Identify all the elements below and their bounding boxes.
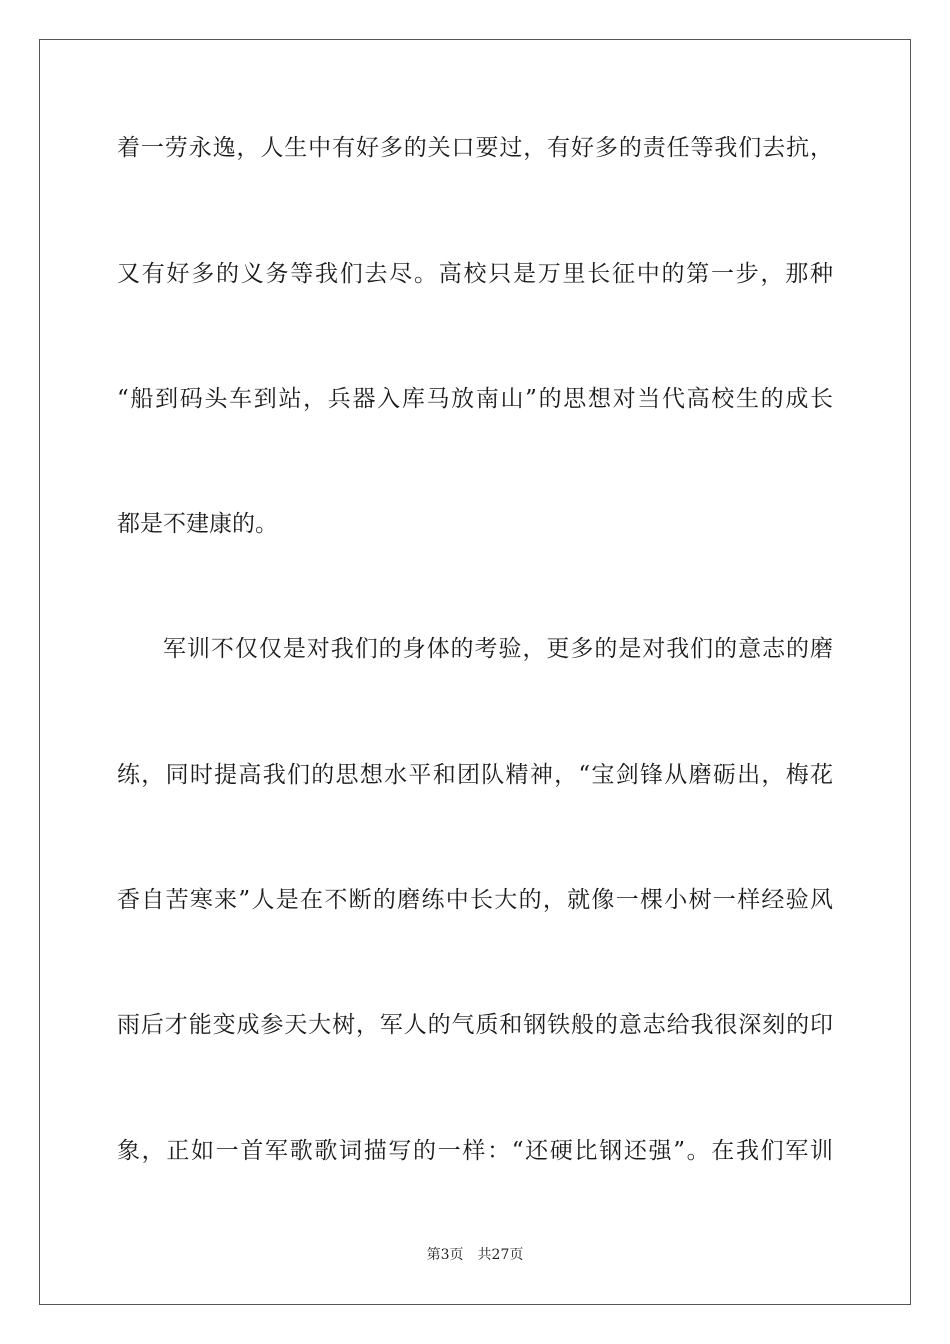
text-line-4: 都是不建康的。 xyxy=(117,511,278,537)
page-border xyxy=(39,39,911,1305)
text-line-8: 雨后才能变成参天大树，军人的气质和钢铁般的意志给我很深刻的印 xyxy=(117,1012,833,1038)
text-line-7: 香自苦寒来”人是在不断的磨练中长大的，就像一棵小树一样经验风 xyxy=(117,887,833,913)
page-total: 共27页 xyxy=(477,1247,524,1263)
text-line-2: 又有好多的义务等我们去尽。高校只是万里长征中的第一步，那种 xyxy=(117,261,833,287)
text-line-1: 着一劳永逸，人生中有好多的关口要过，有好多的责任等我们去抗， xyxy=(117,135,833,161)
text-line-3: “船到码头车到站，兵器入库马放南山”的思想对当代高校生的成长 xyxy=(117,386,833,412)
page-footer xyxy=(0,1246,950,1264)
text-line-9: 象，正如一首军歌歌词描写的一样：“还硬比钢还强”。在我们军训 xyxy=(117,1138,833,1164)
paragraph-start-line: 军训不仅仅是对我们的身体的考验，更多的是对我们的意志的磨 xyxy=(163,636,833,662)
text-line-6: 练，同时提高我们的思想水平和团队精神，“宝剑锋从磨砺出，梅花 xyxy=(117,762,833,788)
page-number: 第3页 xyxy=(426,1247,464,1263)
